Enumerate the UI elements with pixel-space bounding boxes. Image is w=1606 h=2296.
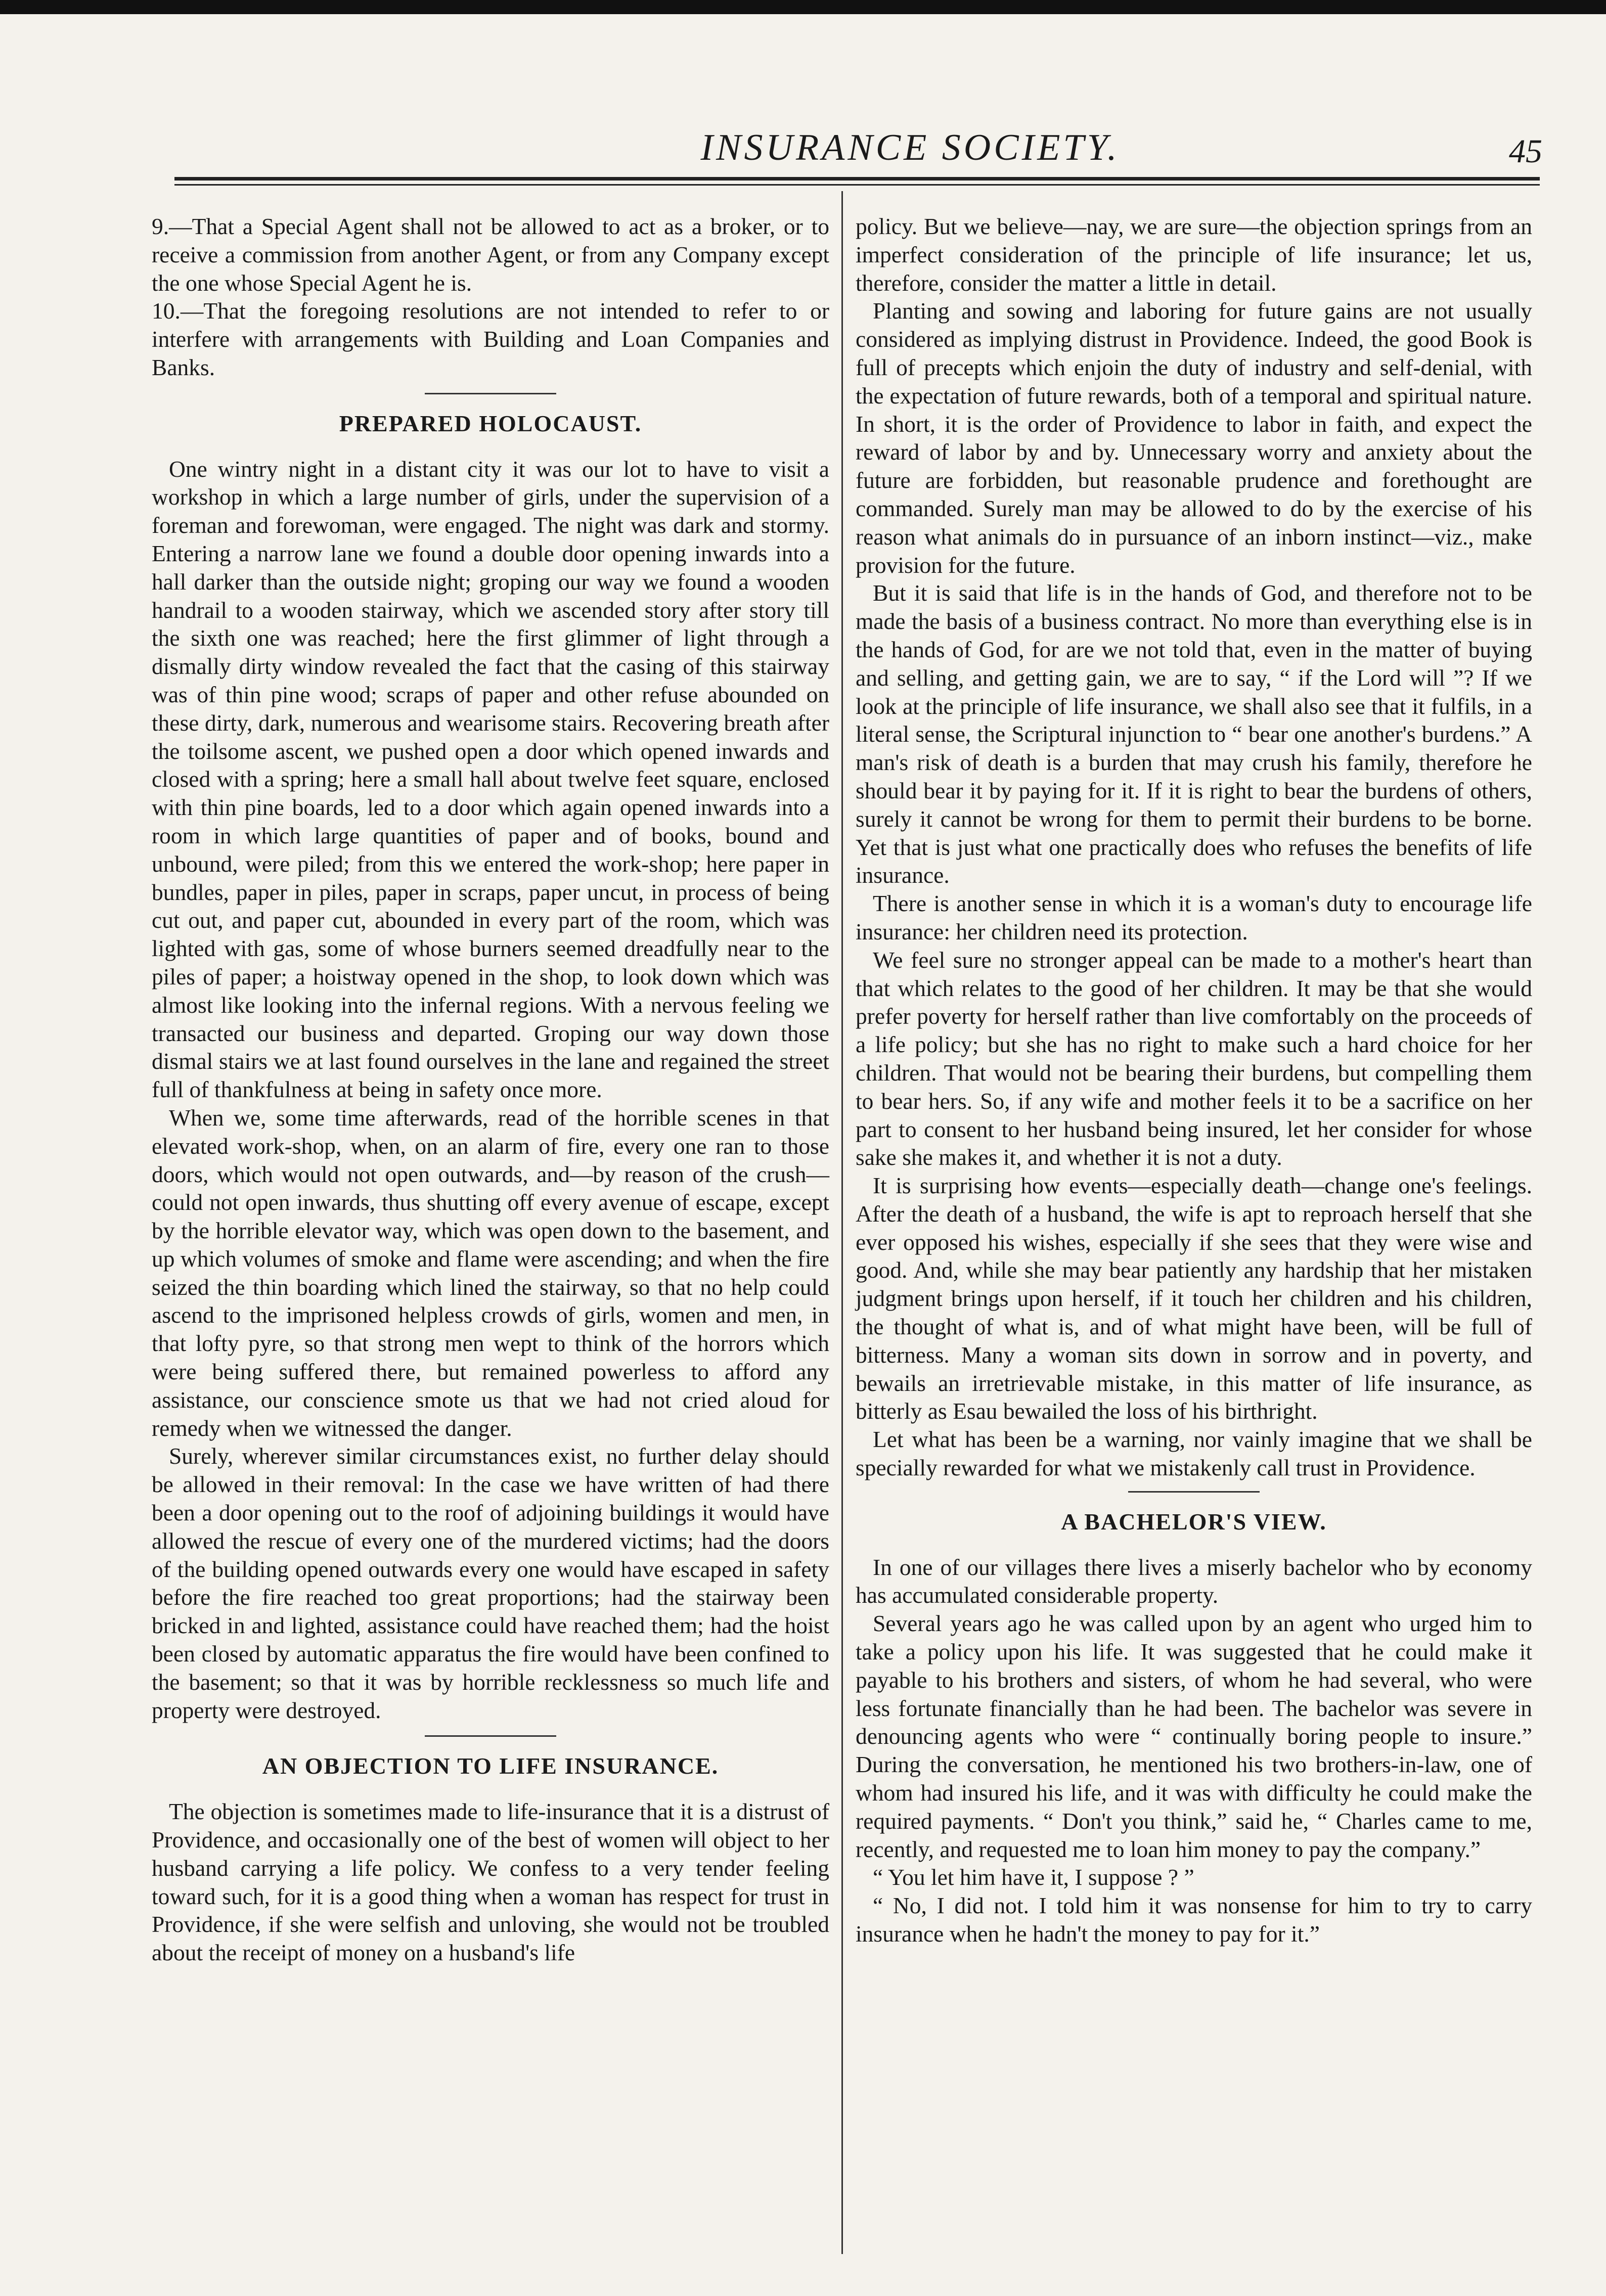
article-paragraph: One wintry night in a distant city it was our lot to have to visit a workshop in which a large number of girls, under the supervision of a foreman and forewoman, were engaged. The night was dark and stormy. Entering a narrow lane we found a double door opening inwards into a hall darker than the outside night; groping our way we found a wooden handrail to a wooden stairway, which we ascended story after story till the sixth one was reached; here the first glimmer of light through a dismally dirty window revealed the fact that the casing of this stairway was of thin pine wood; scraps of paper and other refuse abounded on these dirty, dark, numerous and wearisome stairs. Recovering breath after the toilsome ascent, we pushed open a door which opened inwards and closed with a spring; here a small hall about twelve feet square, enclosed with thin pine boards, led to a door which again opened inwards into a room in which large quantities of paper and of books, bound and unbound, were piled; from this we entered the work-shop; here paper in bundles, paper in piles, paper in scraps, paper uncut, in process of being cut out, and paper cut, abounded in every part of the room, which was lighted with gas, some of whose burners seemed dreadfully near to the piles of paper; a hoistway opened in the shop, to look down which was almost like looking into the infernal regions. With a nervous feeling we transacted our business and departed. Groping our way down those dismal stairs we at last found ourselves in the lane and regained the street full of thankfulness at being in safety once more. <box>152 456 829 1103</box>
article-paragraph: “ No, I did not. I told him it was nonsense for him to try to carry insurance when he hadn't the money to pay for it.” <box>856 1893 1532 1947</box>
section-rule <box>1128 1491 1260 1493</box>
article-paragraph: “ You let him have it, I suppose ? ” <box>873 1864 1194 1890</box>
article-paragraph: policy. But we believe—nay, we are sure—the objection springs from an imperfect consideration of the principle of life insurance; let us, therefore, consider the matter a little in detail. <box>856 213 1532 296</box>
article-paragraph: It is surprising how events—especially death—change one's feelings. After the death of a husband, the wife is apt to reproach herself that she ever opposed his wishes, especially if she sees that they were wise and good. And, while she may bear patiently any hardship that her mistaken judgment brings upon herself, if it touch her children and his children, the thought of what is, and of what might have been, will be full of bitterness. Many a woman sits down in sorrow and in poverty, and bewails an irretrievable mistake, in this matter of life insurance, as bitterly as Esau bewailed the loss of his birthright. <box>856 1173 1532 1424</box>
right-column <box>856 212 1532 1948</box>
running-head: INSURANCE SOCIETY. <box>700 127 1120 168</box>
left-column <box>152 212 829 1967</box>
page-number: 45 <box>1509 133 1542 170</box>
article-paragraph: Planting and sowing and laboring for future gains are not usually considered as implying distrust in Providence. Indeed, the good Book is full of precepts which enjoin the duty of industry and self-denial, with the expectation of future rewards, both of a temporal and spiritual nature. In short, it is the order of Providence to labor in faith, and expect the reward of labor by and by. Unnecessary worry and anxiety about the future are forbidden, but reasonable prudence and forethought are commanded. Surely man may be allowed to do by the exercise of his reason what animals do in pursuance of an inborn instinct—viz., make provision for the future. <box>856 298 1532 578</box>
article-title-prepared-holocaust: PREPARED HOLOCAUST. <box>339 410 642 436</box>
article-paragraph: Surely, wherever similar circumstances exist, no further delay should be allowed in their removal: In the case we have written of had there been a door opening out to the roof of adjoining buildings it would have allowed the rescue of every one of the murdered victims; had the doors of the building opened outwards every one would have escaped in safety before the fire reached too great proportions; had the stairway been bricked in and lighted, assistance could have reached them; had the hoist been closed by automatic apparatus the fire would have been confined to the basement; so that it was by horrible recklessness so much life and property were destroyed. <box>152 1443 829 1723</box>
article-paragraph: Let what has been be a warning, nor vainly imagine that we shall be specially rewarded for what we mistakenly call trust in Providence. <box>856 1426 1532 1481</box>
article-title-objection: AN OBJECTION TO LIFE INSURANCE. <box>262 1753 719 1779</box>
section-rule <box>425 1735 556 1737</box>
article-paragraph: Several years ago he was called upon by an agent who urged him to take a policy upon his life. It was suggested that he could make it payable to his brothers and sisters, of whom he had several, who were less fortunate financially than he had been. The bachelor was severe in denouncing agents who were “ continually boring people to insure.” During the conversation, he mentioned his two brothers-in-law, one of whom had insured his life, and it was with difficulty he could make the required payments. “ Don't you think,” said he, “ Charles came to me, recently, and requested me to loan him money to pay the company.” <box>856 1610 1532 1862</box>
article-title-bachelors-view: A BACHELOR'S VIEW. <box>1061 1508 1327 1535</box>
article-paragraph: In one of our villages there lives a miserly bachelor who by economy has accumulated considerable property. <box>856 1554 1532 1608</box>
article-paragraph: But it is said that life is in the hands of God, and therefore not to be made the basis of a business contract. No more than everything else is in the hands of God, for are we not told that, even in the matter of buying and selling, and getting gain, we are to say, “ if the Lord will ”? If we look at the principle of life insurance, we shall also see that it fulfils, in a literal sense, the Scriptural injunction to “ bear one another's burdens.” A man's risk of death is a burden that may crush his family, therefore he should bear it by paying for it. If it is right to bear the burdens of others, surely it cannot be wrong for them to permit their burdens to be borne. Yet that is just what one practically does who refuses the benefits of life insurance. <box>856 580 1532 888</box>
article-paragraph: There is another sense in which it is a woman's duty to encourage life insurance: her children need its protection. <box>856 890 1532 944</box>
scan-top-edge <box>0 0 1606 14</box>
resolution-10: 10.—That the foregoing resolutions are not intended to refer to or interfere with arrangements with Building and Loan Companies and Banks. <box>152 298 829 380</box>
article-paragraph: When we, some time afterwards, read of the horrible scenes in that elevated work-shop, when, on an alarm of fire, every one ran to those doors, which would not open outwards, and—by reason of the crush—could not open inwards, thus shutting off every avenue of escape, except by the horrible elevator way, which was open down to the basement, and up which volumes of smoke and flame were ascending; and when the fire seized the thin boarding which lined the stairway, so that no help could ascend to the imprisoned helpless crowds of girls, women and men, in that lofty pyre, so that strong men wept to think of the horrors which were being suffered there, but remained powerless to afford any assistance, our conscience smote us that we had not cried aloud for remedy when we witnessed the danger. <box>152 1104 829 1441</box>
article-paragraph: We feel sure no stronger appeal can be made to a mother's heart than that which relates to the good of her children. It may be that she would prefer poverty for herself rather than live comfortably on the proceeds of a life policy; but she has no right to make such a hard choice for her children. That would not be bearing their burdens, but compelling them to bear hers. So, if any wife and mother feels it to be a sacrifice on her part to consent to her husband being insured, let her consider for whose sake she makes it, and whether it is not a duty. <box>856 947 1532 1170</box>
resolution-9: 9.—That a Special Agent shall not be allowed to act as a broker, or to receive a commission from another Agent, or from any Company except the one whose Special Agent he is. <box>152 213 829 296</box>
column-divider <box>841 191 843 2254</box>
article-paragraph: The objection is sometimes made to life-insurance that it is a distrust of Providence, and occasionally one of the best of women will object to her husband carrying a life policy. We confess to a very tender feeling toward such, for it is a good thing when a woman has respect for trust in Providence, if she were selfish and unloving, she would not be troubled about the receipt of money on a husband's life <box>152 1798 829 1966</box>
header-rule-thin <box>174 184 1540 186</box>
header-rule-thick <box>174 177 1540 181</box>
section-rule <box>425 393 556 394</box>
